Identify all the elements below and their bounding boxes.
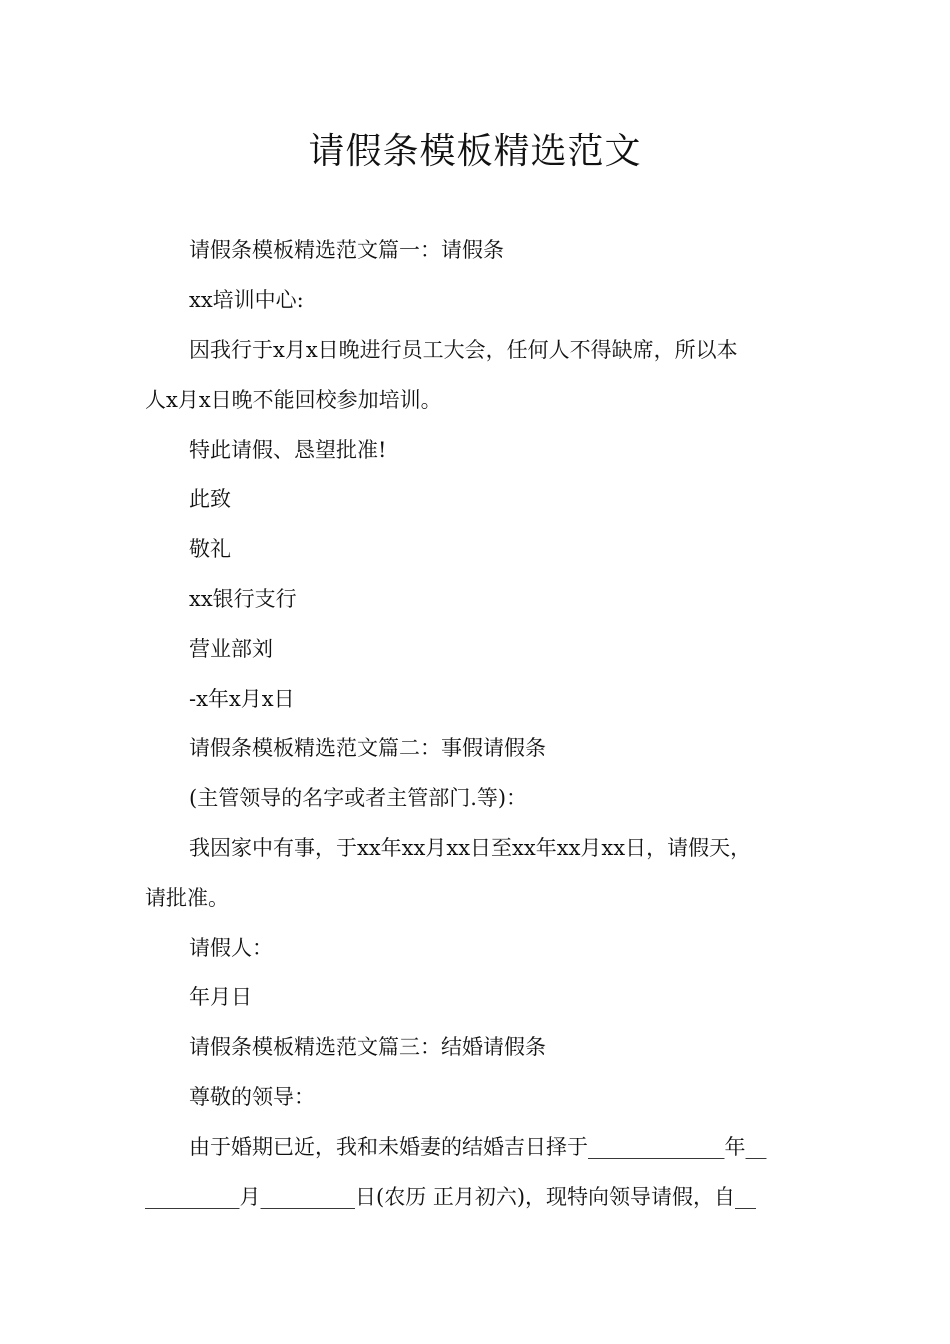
- body-paragraph-line: 我因家中有事，于xx年xx月xx日至xx年xx月xx日，请假天，: [189, 836, 752, 860]
- signature-line: xx银行支行: [189, 587, 297, 611]
- addressee-line: 尊敬的领导：: [189, 1085, 315, 1109]
- body-paragraph-line: 人x月x日晚不能回校参加培训。: [145, 388, 442, 412]
- body-paragraph-line: _________月_________日(农历 正月初六)，现特向领导请假，自__: [145, 1185, 757, 1209]
- request-line: 特此请假、恳望批准!: [189, 438, 387, 462]
- document-title: 请假条模板精选范文: [308, 131, 642, 172]
- closing-line: 此致: [189, 487, 231, 511]
- body-paragraph-line: 请批准。: [145, 886, 229, 910]
- section-heading-2: 请假条模板精选范文篇二：事假请假条: [189, 736, 546, 760]
- body-paragraph-line: 因我行于x月x日晚进行员工大会，任何人不得缺席，所以本: [189, 338, 738, 362]
- date-line: -x年x月x日: [189, 687, 295, 711]
- signature-line: 营业部刘: [189, 637, 273, 661]
- addressee-line: xx培训中心:: [189, 288, 304, 312]
- section-heading-3: 请假条模板精选范文篇三：结婚请假条: [189, 1035, 546, 1059]
- applicant-line: 请假人：: [189, 936, 273, 960]
- addressee-line: (主管领导的名字或者主管部门.等)：: [189, 786, 528, 810]
- body-paragraph-line: 由于婚期已近，我和未婚妻的结婚吉日择于_____________年__: [189, 1135, 767, 1159]
- date-line: 年月日: [189, 985, 252, 1009]
- salutation-line: 敬礼: [189, 537, 231, 561]
- section-heading-1: 请假条模板精选范文篇一：请假条: [189, 238, 504, 262]
